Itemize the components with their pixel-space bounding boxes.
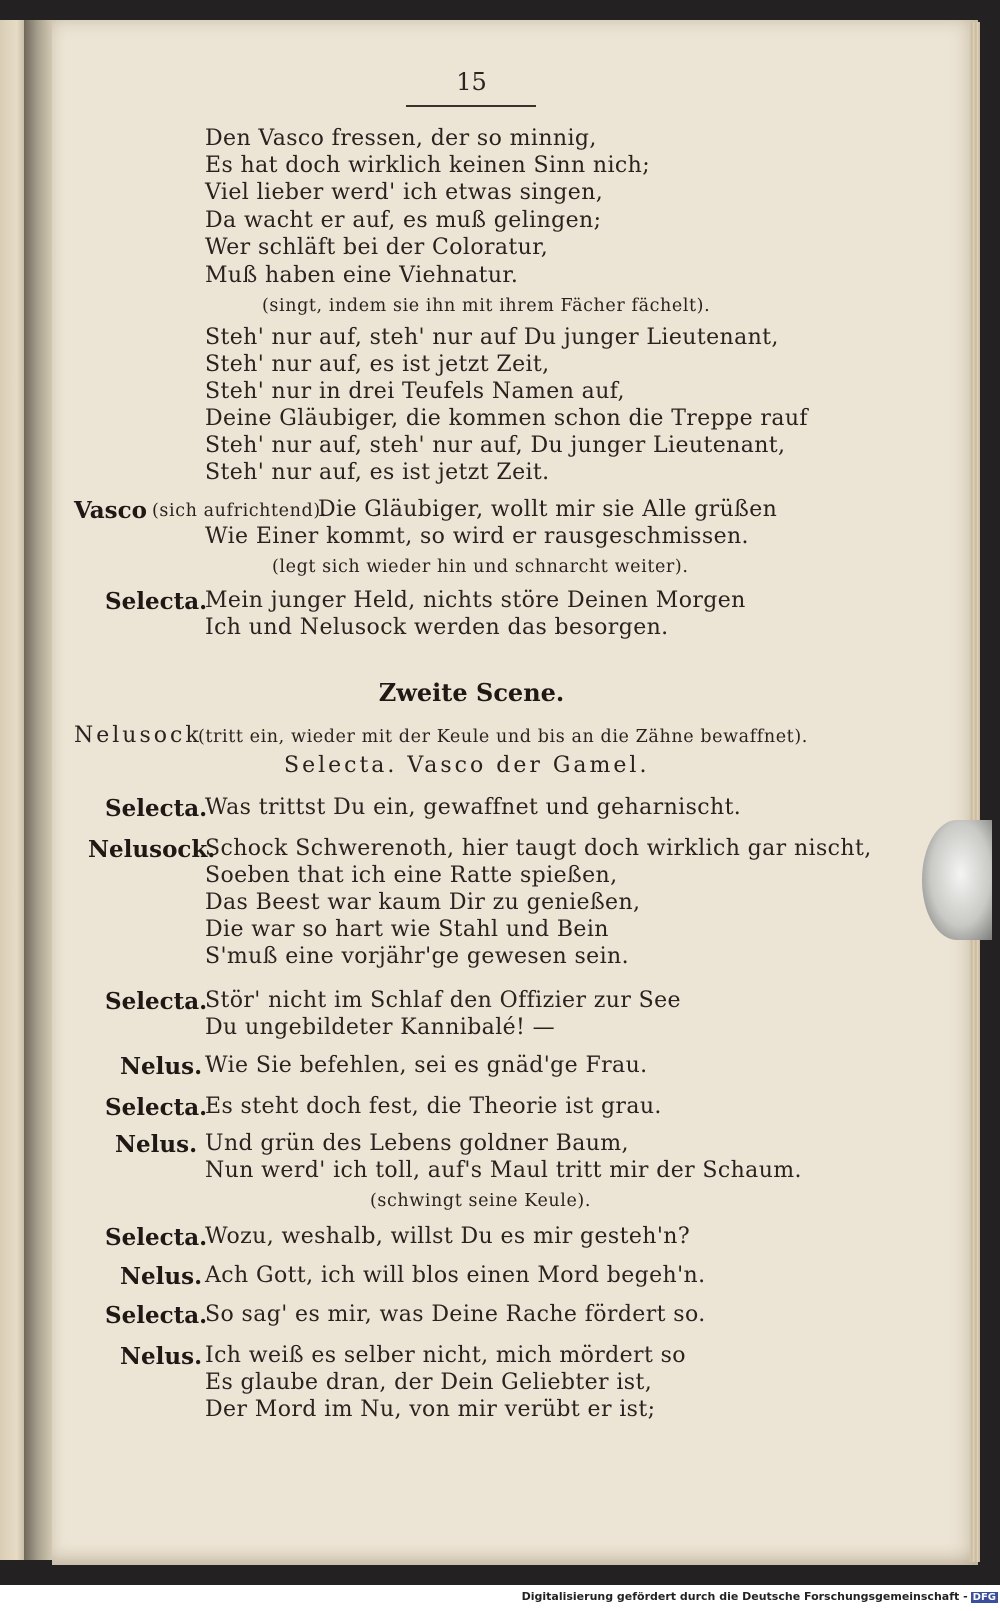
character-name: Nelusock — [74, 723, 202, 748]
dialogue-line: Nun werd' ich toll, auf's Maul tritt mir der Schaum. — [205, 1158, 802, 1183]
stage-direction: (schwingt seine Keule). — [370, 1191, 592, 1211]
dialogue-line: Wie Sie befehlen, sei es gnäd'ge Frau. — [205, 1053, 648, 1078]
dialogue-line: Ich und Nelusock werden das besorgen. — [205, 615, 669, 640]
dialogue-line: S'muß eine vorjähr'ge gewesen sein. — [205, 944, 629, 969]
dialogue-line: Schock Schwerenoth, hier taugt doch wirklich gar nischt, — [205, 836, 872, 861]
speaker-name: Selecta. — [105, 988, 208, 1015]
page-stack-edge — [970, 22, 980, 1562]
speaker-name: Nelus. — [120, 1053, 203, 1080]
page-number: 15 — [456, 68, 487, 96]
dialogue-line: Du ungebildeter Kannibalé! — — [205, 1015, 556, 1040]
dialogue-line: Die war so hart wie Stahl und Bein — [205, 917, 609, 942]
verse-line: Viel lieber werd' ich etwas singen, — [205, 180, 604, 205]
verse-line: Steh' nur auf, es ist jetzt Zeit. — [205, 460, 550, 485]
verse-line: Es hat doch wirklich keinen Sinn nich; — [205, 153, 651, 178]
verse-line: Den Vasco fressen, der so minnig, — [205, 126, 597, 151]
stage-direction: (singt, indem sie ihn mit ihrem Fächer fächelt). — [262, 296, 711, 316]
dialogue-line: So sag' es mir, was Deine Rache fördert so. — [205, 1302, 706, 1327]
speaker-name: Nelusock. — [88, 836, 216, 863]
verse-line: Muß haben eine Viehnatur. — [205, 263, 519, 288]
verse-line: Deine Gläubiger, die kommen schon die Treppe rauf — [205, 406, 808, 431]
book-gutter — [24, 20, 54, 1560]
dialogue-line: Und grün des Lebens goldner Baum, — [205, 1131, 629, 1156]
digitization-footer — [522, 1590, 998, 1603]
speaker-name: Nelus. — [115, 1131, 198, 1158]
speaker-name: Selecta. — [105, 795, 208, 822]
dialogue-line: Ich weiß es selber nicht, mich mördert so — [205, 1343, 686, 1368]
verse-line: Steh' nur auf, es ist jetzt Zeit, — [205, 352, 550, 377]
dialogue-line: Der Mord im Nu, von mir verübt er ist; — [205, 1397, 656, 1422]
speaker-name: Selecta. — [105, 1094, 208, 1121]
dialogue-line: Es steht doch fest, die Theorie ist grau. — [205, 1094, 662, 1119]
speaker-name: Nelus. — [120, 1263, 203, 1290]
scene-heading: Zweite Scene. — [378, 678, 565, 707]
verse-line: Da wacht er auf, es muß gelingen; — [205, 208, 602, 233]
dialogue-line: Wie Einer kommt, so wird er rausgeschmissen. — [205, 524, 749, 549]
verse-line: Wer schläft bei der Coloratur, — [205, 235, 549, 260]
dialogue-line: Was trittst Du ein, gewaffnet und geharnischt. — [205, 795, 742, 820]
dialogue-line: Das Beest war kaum Dir zu genießen, — [205, 890, 641, 915]
footer-text: Digitalisierung gefördert durch die Deutsche Forschungsgemeinschaft - — [521, 1590, 968, 1603]
cast-list: Selecta. Vasco der Gamel. — [284, 753, 650, 778]
dialogue-line: Es glaube dran, der Dein Geliebter ist, — [205, 1370, 653, 1395]
stage-direction: (legt sich wieder hin und schnarcht weiter). — [272, 557, 689, 577]
dfg-logo: DFG — [972, 1591, 996, 1603]
stage-direction: (tritt ein, wieder mit der Keule und bis an die Zähne bewaffnet). — [198, 727, 808, 747]
page-number-rule — [406, 105, 536, 107]
stage-direction: (sich aufrichtend). — [152, 501, 327, 521]
dialogue-line: Soeben that ich eine Ratte spießen, — [205, 863, 618, 888]
speaker-name: Vasco — [74, 497, 147, 524]
speaker-name: Selecta. — [105, 1224, 208, 1251]
speaker-name: Selecta. — [105, 1302, 208, 1329]
dialogue-line: Mein junger Held, nichts störe Deinen Morgen — [205, 588, 746, 613]
glass-clip — [922, 820, 992, 940]
dialogue-line: Die Gläubiger, wollt mir sie Alle grüßen — [318, 497, 778, 522]
speaker-name: Nelus. — [120, 1343, 203, 1370]
verse-line: Steh' nur auf, steh' nur auf, Du junger Lieutenant, — [205, 433, 786, 458]
dialogue-line: Stör' nicht im Schlaf den Offizier zur See — [205, 988, 681, 1013]
dialogue-line: Ach Gott, ich will blos einen Mord begeh'n. — [205, 1263, 706, 1288]
verse-line: Steh' nur in drei Teufels Namen auf, — [205, 379, 625, 404]
verse-line: Steh' nur auf, steh' nur auf Du junger Lieutenant, — [205, 325, 779, 350]
dialogue-line: Wozu, weshalb, willst Du es mir gesteh'n? — [205, 1224, 691, 1249]
speaker-name: Selecta. — [105, 588, 208, 615]
